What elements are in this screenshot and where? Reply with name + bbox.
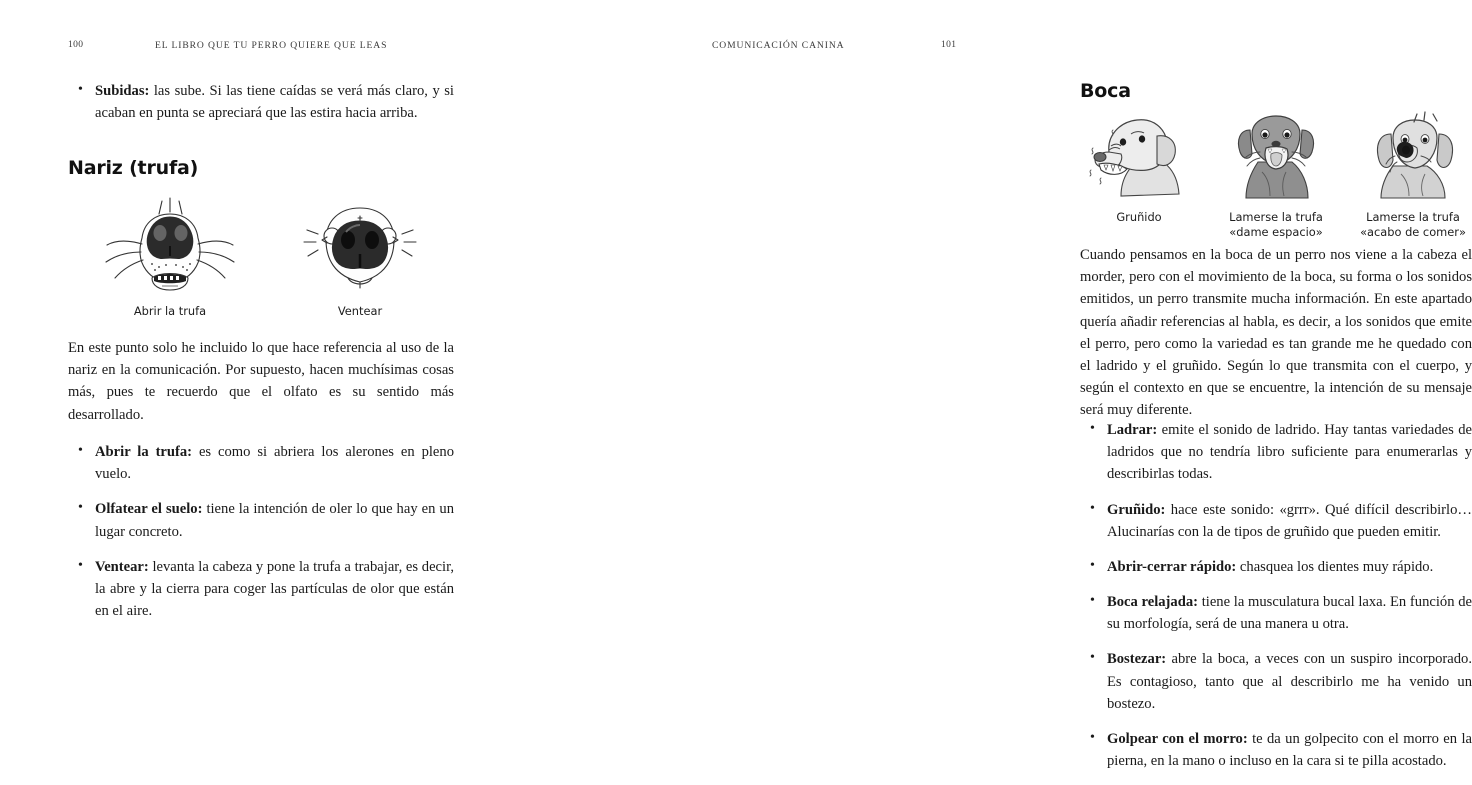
list-item	[1088, 728, 1472, 772]
bullet-text: emite el sonido de ladrido. Hay tantas variedades de ladridos que no tendría libro suficiente para enumerarlas y describirlas todas.	[1107, 422, 1472, 483]
figure-caption: Abrir la trufa	[133, 304, 207, 318]
bullet-lead: Subidas:	[95, 83, 150, 99]
dog-muzzle-open-nose-illustration	[102, 196, 238, 296]
figure-lamerse-acabo-de-comer	[1354, 112, 1472, 239]
paragraph-boca: Cuando pensamos en la boca de un perro nos viene a la cabeza el morder, pero con el movimiento de la boca, su forma o los sonidos emitidos, un perro transmite mucha información. En este apartado quería añadir referencias al habla, es decir, a los sonidos que emite el perro, pero como la variedad es tan grande me he quedado con el ladrido y el gruñido. Según lo que transmita con el cuerpo, y según el contexto en que se encuentre, la intención de su mensaje será muy diferente.	[1080, 247, 1472, 419]
list-item	[76, 441, 454, 485]
figure-caption-line1: Lamerse la trufa	[1366, 210, 1460, 224]
figure-caption-line1: Gruñido	[1116, 210, 1162, 224]
figure-ventear	[300, 196, 420, 319]
running-head-left: EL LIBRO QUE TU PERRO QUIERE QUE LEAS	[155, 40, 388, 51]
folio-left: 100	[68, 40, 84, 50]
list-item	[1088, 556, 1472, 578]
figure-caption-line1: Lamerse la trufa	[1229, 210, 1323, 224]
left-page	[0, 0, 512, 785]
figure-abrir-la-trufa	[102, 196, 238, 319]
bullet-lead: Olfatear el suelo:	[95, 501, 203, 518]
bullet-list-nariz	[76, 441, 454, 622]
list-item	[1088, 648, 1472, 715]
dog-face-sniffing-illustration	[300, 196, 420, 296]
list-item	[1088, 419, 1472, 486]
bullet-text: tiene la intención de oler lo que hay en un lugar concreto.	[95, 501, 454, 540]
running-head-right: COMUNICACIÓN CANINA	[712, 40, 845, 51]
list-item	[76, 498, 454, 542]
figure-grunido	[1080, 112, 1198, 239]
dog-growling-illustration	[1087, 112, 1191, 200]
bullet-text: las sube. Si las tiene caídas se verá más claro, y si acaban en punta se apreciará que las estira hacia arriba.	[95, 83, 454, 122]
figure-row-boca	[1080, 112, 1472, 239]
paragraph-nariz: En este punto solo he incluido lo que hace referencia al uso de la nariz en la comunicación. Por supuesto, hacen muchísimas cosas más, pues te recuerdo que el olfato es su sentido más desarrollado.	[68, 340, 454, 423]
right-page	[512, 0, 1472, 785]
section-heading-boca: Boca	[1080, 80, 1131, 102]
dog-open-mouth-illustration	[1224, 112, 1328, 200]
folio-right: 101	[941, 40, 957, 50]
bullet-text: es como si abriera los alerones en pleno vuelo.	[95, 444, 454, 483]
carryover-bullet-list	[76, 80, 454, 124]
bullet-text: te da un golpecito con el morro en la pierna, en la mano o incluso en la cara si te pilla acostado.	[1107, 730, 1472, 770]
list-item	[1088, 499, 1472, 543]
list-item	[1088, 591, 1472, 635]
figure-caption: Ventear	[337, 304, 383, 318]
bullet-lead: Ladrar:	[1107, 422, 1158, 438]
figure-row-nariz	[68, 196, 454, 319]
list-item	[76, 556, 454, 623]
bullet-list-boca	[1088, 419, 1472, 772]
list-item	[76, 80, 454, 124]
dog-licking-nose-illustration	[1361, 112, 1465, 200]
figure-lamerse-dame-espacio	[1217, 112, 1335, 239]
bullet-lead: Golpear con el morro:	[1107, 730, 1248, 747]
section-heading-nariz: Nariz (trufa)	[68, 157, 199, 179]
figure-caption-line2: «acabo de comer»	[1360, 224, 1466, 239]
bullet-lead: Ventear:	[95, 558, 149, 575]
bullet-text: chasquea los dientes muy rápido.	[1236, 558, 1434, 575]
figure-caption-line2: «dame espacio»	[1229, 224, 1323, 239]
bullet-lead: Abrir la trufa:	[95, 444, 193, 460]
bullet-text: hace este sonido: «grrr». Qué difícil describirlo… Alucinarías con la de tipos de gruñido que pueden emitir.	[1107, 501, 1472, 540]
bullet-lead: Bostezar:	[1107, 651, 1167, 668]
bullet-text: abre la boca, a veces con un suspiro incorporado. Es contagioso, tanto que al describirlo me ha venido un bostezo.	[1107, 651, 1472, 712]
bullet-text: levanta la cabeza y pone la trufa a trabajar, es decir, la abre y la cierra para coger las partículas de olor que están en el aire.	[95, 558, 454, 620]
bullet-lead: Gruñido:	[1107, 501, 1166, 518]
bullet-lead: Abrir-cerrar rápido:	[1107, 558, 1237, 575]
bullet-lead: Boca relajada:	[1107, 594, 1198, 611]
bullet-text: tiene la musculatura bucal laxa. En función de su morfología, será de una manera u otra.	[1107, 594, 1472, 633]
